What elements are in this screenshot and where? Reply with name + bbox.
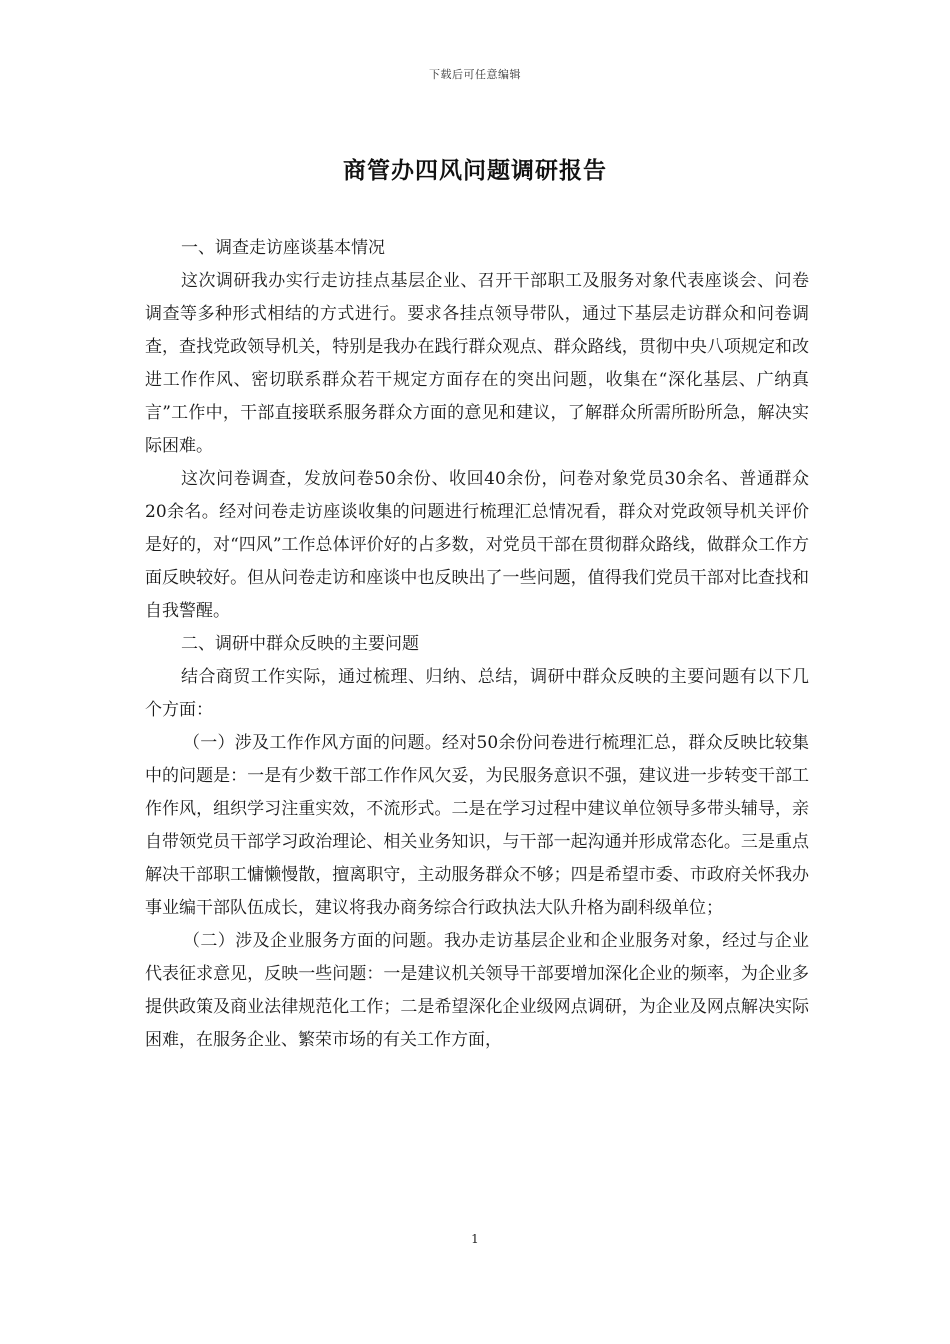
body-paragraph: 这次调研我办实行走访挂点基层企业、召开干部职工及服务对象代表座谈会、问卷调查等多种形式相结的方式进行。要求各挂点领导带队，通过下基层走访群众和问卷调查，查找党政领导机关，特别是我办在践行群众观点、群众路线，贯彻中央八项规定和改进工作作风、密切联系群众若干规定方面存在的突出问题，收集在“深化基层、广纳真言”工作中，干部直接联系服务群众方面的意见和建议，了解群众所需所盼所急，解决实际困难。 bbox=[145, 271, 809, 456]
subsection-paragraph-2: （二）涉及企业服务方面的问题。我办走访基层企业和企业服务对象，经过与企业代表征求意见，反映一些问题：一是建议机关领导干部要增加深化企业的频率，为企业多提供政策及商业法律规范化工作；二是希望深化企业级网点调研，为企业及网点解决实际困难，在服务企业、繁荣市场的有关工作方面， bbox=[145, 931, 809, 1050]
page-number: 1 bbox=[471, 1232, 479, 1246]
body-paragraph: 这次问卷调查，发放问卷50余份、收回40余份，问卷对象党员30余名、普通群众20余名。经对问卷走访座谈收集的问题进行梳理汇总情况看，群众对党政领导机关评价是好的，对“四风”工作总体评价好的占多数，对党员干部在贯彻群众路线，做群众工作方面反映较好。但从问卷走访和座谈中也反映出了一些问题，值得我们党员干部对比查找和自我警醒。 bbox=[145, 469, 809, 621]
document-body bbox=[145, 232, 809, 1057]
document-title: 商管办四风问题调研报告 bbox=[343, 157, 607, 184]
subsection-paragraph-1: （一）涉及工作作风方面的问题。经对50余份问卷进行梳理汇总，群众反映比较集中的问题是：一是有少数干部工作作风欠妥，为民服务意识不强，建议进一步转变干部工作作风，组织学习注重实效，不流形式。二是在学习过程中建议单位领导多带头辅导，亲自带领党员干部学习政治理论、相关业务知识，与干部一起沟通并形成常态化。三是重点解决干部职工慵懒慢散，擅离职守，主动服务群众不够；四是希望市委、市政府关怀我办事业编干部队伍成长，建议将我办商务综合行政执法大队升格为副科级单位； bbox=[145, 733, 809, 918]
body-paragraph: 结合商贸工作实际，通过梳理、归纳、总结，调研中群众反映的主要问题有以下几个方面： bbox=[145, 667, 809, 720]
header-note: 下载后可任意编辑 bbox=[429, 68, 521, 81]
section-heading-2: 二、调研中群众反映的主要问题 bbox=[181, 634, 419, 654]
section-heading-1: 一、调查走访座谈基本情况 bbox=[181, 238, 385, 258]
